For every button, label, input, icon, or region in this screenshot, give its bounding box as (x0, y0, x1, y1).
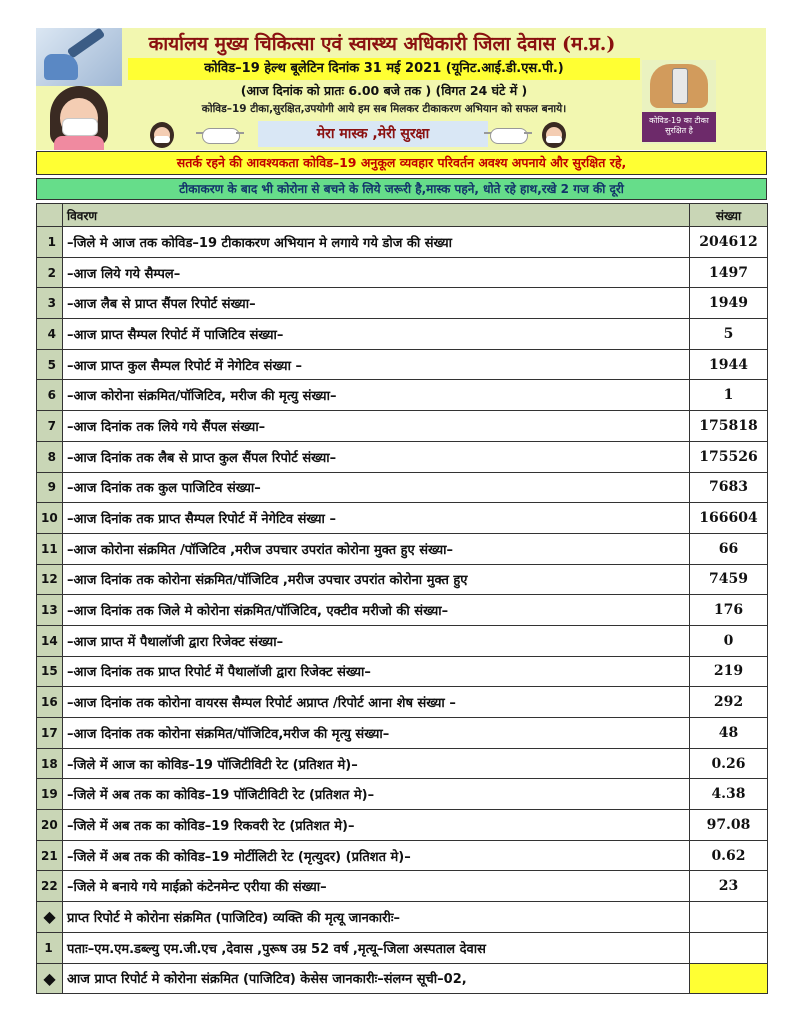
table-row (37, 748, 768, 779)
death-detail: पताः–एम.एम.डब्ल्यु एम.जी.एच ,देवास ,पुरूष उम्र 52 वर्ष ,मृत्यू–जिला अस्पताल देवास (63, 932, 690, 963)
row-number: 12 (37, 564, 63, 595)
row-number: 17 (37, 718, 63, 749)
time-line: (आज दिनांक को प्रातः 6.00 बजे तक ) (विगत 24 घंटे में ) (240, 83, 528, 98)
row-description: –आज दिनांक तक जिले मे कोरोना संक्रमित/पॉजिटिव, एक्टीव मरीजो की संख्या– (63, 595, 690, 626)
table-row (37, 441, 768, 472)
row-description: –आज लिये गये सैम्पल– (63, 257, 690, 288)
row-number: 14 (37, 625, 63, 656)
column-header-count: संख्या (690, 204, 768, 227)
row-value: 292 (690, 687, 768, 718)
vaccine-vial-icon (67, 27, 106, 58)
row-value: 0.62 (690, 840, 768, 871)
positive-info-row (37, 963, 768, 994)
row-number: 9 (37, 472, 63, 503)
row-number: 2 (37, 257, 63, 288)
row-value: 7683 (690, 472, 768, 503)
row-number: 16 (37, 687, 63, 718)
row-number: 13 (37, 595, 63, 626)
slogan-banner: मेरा मास्क ,मेरी सुरक्षा (258, 121, 488, 147)
face-mask-icon (484, 122, 532, 146)
table-row (37, 564, 768, 595)
row-number: 15 (37, 656, 63, 687)
row-value: 204612 (690, 227, 768, 258)
table-row (37, 227, 768, 258)
diamond-bullet-icon: ◆ (37, 963, 63, 994)
badge-label: कोविड-19 का टीका सुरक्षित है (642, 112, 716, 142)
table-row (37, 257, 768, 288)
table-row (37, 472, 768, 503)
covid-stats-table (36, 203, 768, 994)
row-value: 48 (690, 718, 768, 749)
column-header-desc: विवरण (63, 204, 690, 227)
row-value: 4.38 (690, 779, 768, 810)
row-description: –जिले मे बनाये गये माईक्रो कंटेनमेन्ट एरीया की संख्या– (63, 871, 690, 902)
row-value: 1944 (690, 349, 768, 380)
table-row (37, 656, 768, 687)
row-value: 1 (690, 380, 768, 411)
row-number: 3 (37, 288, 63, 319)
table-row (37, 349, 768, 380)
row-number: 8 (37, 441, 63, 472)
positive-info: आज प्राप्त रिपोर्ट मे कोरोना संक्रमित (पाजिटिव) केसेस जानकारीः–संलग्न सूची–02, (63, 963, 690, 994)
row-value: 176 (690, 595, 768, 626)
death-info-heading: प्राप्त रिपोर्ट मे कोरोना संक्रमित (पाजिटिव) व्यक्ति की मृत्यू जानकारीः– (63, 902, 690, 933)
table-row (37, 810, 768, 841)
table-row (37, 411, 768, 442)
table-row (37, 625, 768, 656)
row-number: 21 (37, 840, 63, 871)
row-value: 1949 (690, 288, 768, 319)
table-row (37, 380, 768, 411)
masked-face-icon (148, 122, 176, 150)
row-number: 1 (37, 932, 63, 963)
table-row (37, 871, 768, 902)
row-description: –जिले मे आज तक कोविड–19 टीकाकरण अभियान मे लगाये गये डोज की संख्या (63, 227, 690, 258)
row-value: 166604 (690, 503, 768, 534)
table-row (37, 288, 768, 319)
table-header-row (37, 204, 768, 227)
row-description: –आज दिनांक तक लिये गये सैंपल संख्या– (63, 411, 690, 442)
row-value: 175818 (690, 411, 768, 442)
table-row (37, 595, 768, 626)
table-row (37, 503, 768, 534)
row-description: –आज दिनांक तक कोरोना वायरस सैम्पल रिपोर्ट अप्राप्त /रिपोर्ट आना शेष संख्या – (63, 687, 690, 718)
masked-face-icon (540, 122, 568, 150)
alert-notice: सतर्क रहने की आवश्यकता कोविड–19 अनुकूल व्यवहार परिवर्तन अवश्य अपनाये और सुरक्षित रहे, (36, 151, 767, 175)
bulletin-date: कोविड–19 हेल्थ बूलेटिन दिनांक 31 मई 2021 (यूनिट.आई.डी.एस.पी.) (128, 58, 640, 80)
row-value: 23 (690, 871, 768, 902)
row-description: –आज प्राप्त सैम्पल रिपोर्ट में पाजिटिव संख्या– (63, 319, 690, 350)
row-number: 18 (37, 748, 63, 779)
precaution-notice: टीकाकरण के बाद भी कोरोना से बचने के लिये जरूरी है,मास्क पहने, धोते रहे हाथ,रखे 2 गज की दूरी (36, 178, 767, 200)
row-value: 0 (690, 625, 768, 656)
row-value: 1497 (690, 257, 768, 288)
row-number: 7 (37, 411, 63, 442)
row-value: 97.08 (690, 810, 768, 841)
row-number: 5 (37, 349, 63, 380)
table-row (37, 533, 768, 564)
row-number: 20 (37, 810, 63, 841)
row-description: –आज कोरोना संक्रमित/पॉजिटिव, मरीज की मृत्यु संख्या– (63, 380, 690, 411)
row-description: –जिले में अब तक का कोविड–19 रिकवरी रेट (प्रतिशत मे)– (63, 810, 690, 841)
row-number: 4 (37, 319, 63, 350)
row-description: –आज प्राप्त कुल सैम्पल रिपोर्ट में नेगेटिव संख्या – (63, 349, 690, 380)
row-description: –आज दिनांक तक कोरोना संक्रमित/पॉजिटिव ,मरीज उपचार उपरांत कोरोना मुक्त हुए (63, 564, 690, 595)
row-number: 10 (37, 503, 63, 534)
glove-hand-icon (44, 54, 78, 80)
table-row (37, 319, 768, 350)
row-description: –आज प्राप्त में पैथालॉजी द्वारा रिजेक्ट संख्या– (63, 625, 690, 656)
face-mask-icon (196, 122, 244, 146)
row-value: 7459 (690, 564, 768, 595)
death-detail-row (37, 932, 768, 963)
row-description: –आज दिनांक तक लैब से प्राप्त कुल सैंपल रिपोर्ट संख्या– (63, 441, 690, 472)
row-description: –आज दिनांक तक कोरोना संक्रमित/पॉजिटिव,मरीज की मृत्यु संख्या– (63, 718, 690, 749)
row-value: 0.26 (690, 748, 768, 779)
vaccination-illustration (36, 28, 122, 86)
campaign-line: कोविड–19 टीका,सुरक्षित,उपयोगी आये हम सब मिलकर टीकाकरण अभियान को सफल बनाये। (201, 103, 567, 115)
death-info-row (37, 902, 768, 933)
row-value: 175526 (690, 441, 768, 472)
table-row (37, 718, 768, 749)
diamond-bullet-icon: ◆ (37, 902, 63, 933)
row-value: 66 (690, 533, 768, 564)
row-description: –आज दिनांक तक कुल पाजिटिव संख्या– (63, 472, 690, 503)
row-description: –जिले में अब तक का कोविड–19 पॉजिटीविटी रेट (प्रतिशत मे)– (63, 779, 690, 810)
table-row (37, 840, 768, 871)
vaccine-safe-badge (642, 60, 716, 144)
row-description: –जिले में अब तक की कोविड–19 मोर्टीलिटी रेट (मृत्युदर) (प्रतिशत मे)– (63, 840, 690, 871)
vaccine-vial-icon (672, 68, 688, 104)
row-value: 5 (690, 319, 768, 350)
office-title: कार्यालय मुख्य चिकित्सा एवं स्वास्थ्य अधिकारी जिला देवास (म.प्र.) (148, 33, 616, 55)
masked-girl-illustration (40, 86, 118, 150)
row-number: 19 (37, 779, 63, 810)
row-number: 1 (37, 227, 63, 258)
row-description: –आज दिनांक तक प्राप्त रिपोर्ट में पैथालॉजी द्वारा रिजेक्ट संख्या– (63, 656, 690, 687)
row-description: –आज लैब से प्राप्त सैंपल रिपोर्ट संख्या– (63, 288, 690, 319)
table-row (37, 779, 768, 810)
row-description: –आज दिनांक तक प्राप्त सैम्पल रिपोर्ट में नेगेटिव संख्या – (63, 503, 690, 534)
row-number: 11 (37, 533, 63, 564)
table-row (37, 687, 768, 718)
row-value: 219 (690, 656, 768, 687)
row-number: 6 (37, 380, 63, 411)
row-description: –आज कोरोना संक्रमित /पॉजिटिव ,मरीज उपचार उपरांत कोरोना मुक्त हुए संख्या– (63, 533, 690, 564)
row-number: 22 (37, 871, 63, 902)
row-description: –जिले में आज का कोविड–19 पॉजिटीविटी रेट (प्रतिशत मे)– (63, 748, 690, 779)
